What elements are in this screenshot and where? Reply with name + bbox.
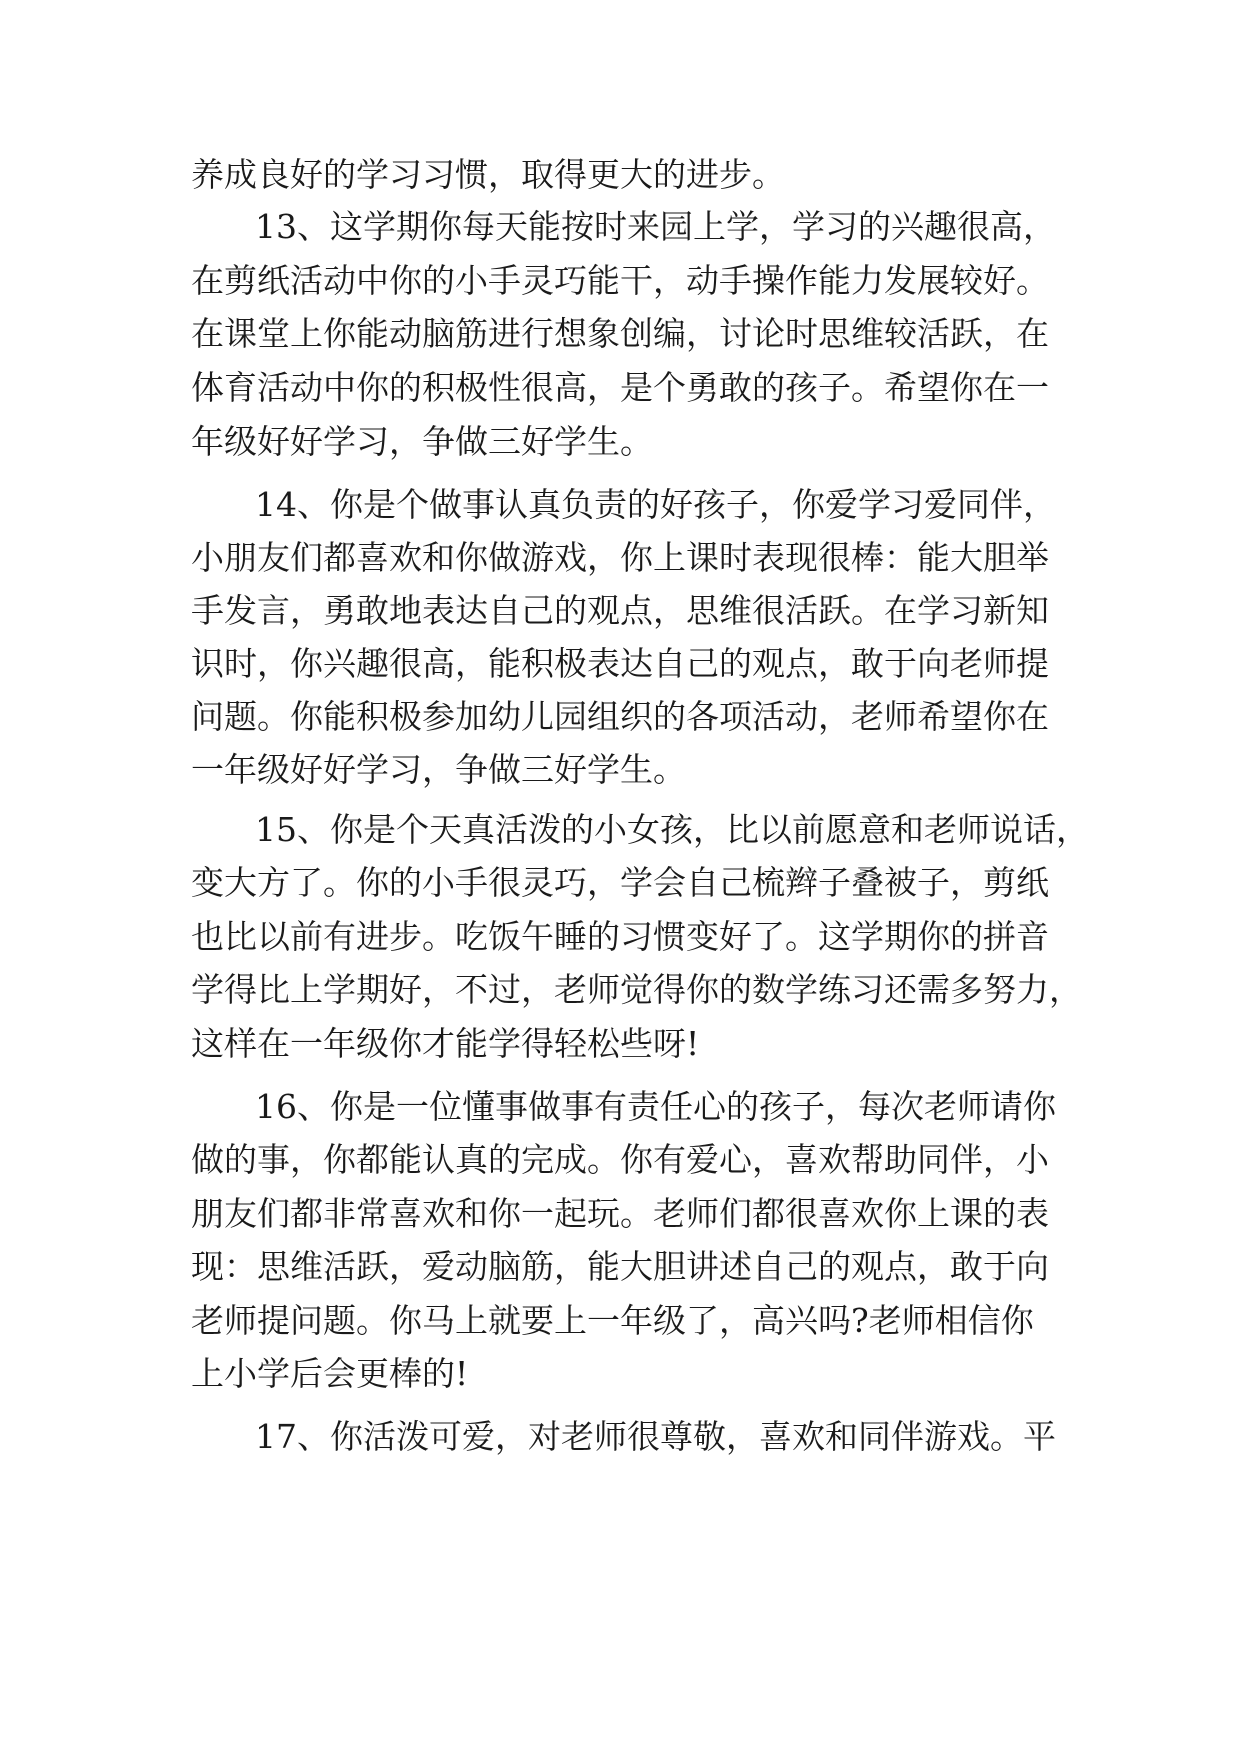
paragraph-line: 养成良好的学习习惯，取得更大的进步。 bbox=[191, 155, 785, 194]
paragraph-line: 一年级好好学习，争做三好学生。 bbox=[191, 750, 686, 789]
paragraph-line: 老师提问题。你马上就要上一年级了，高兴吗?老师相信你 bbox=[191, 1301, 1034, 1340]
paragraph-line: 14、你是个做事认真负责的好孩子，你爱学习爱同伴， bbox=[255, 485, 1056, 524]
paragraph-line: 在课堂上你能动脑筋进行想象创编，讨论时思维较活跃，在 bbox=[191, 314, 1049, 353]
paragraph-line: 体育活动中你的积极性很高，是个勇敢的孩子。希望你在一 bbox=[191, 368, 1049, 407]
paragraph-line: 识时，你兴趣很高，能积极表达自己的观点，敢于向老师提 bbox=[191, 644, 1049, 683]
paragraph-line: 15、你是个天真活泼的小女孩，比以前愿意和老师说话， bbox=[255, 810, 1089, 849]
paragraph-line: 学得比上学期好，不过，老师觉得你的数学练习还需多努力， bbox=[191, 970, 1082, 1009]
paragraph-line: 小朋友们都喜欢和你做游戏，你上课时表现很棒：能大胆举 bbox=[191, 538, 1049, 577]
paragraph-line: 上小学后会更棒的! bbox=[191, 1354, 469, 1393]
paragraph-line: 手发言，勇敢地表达自己的观点，思维很活跃。在学习新知 bbox=[191, 591, 1049, 630]
paragraph-line: 问题。你能积极参加幼儿园组织的各项活动，老师希望你在 bbox=[191, 697, 1049, 736]
paragraph-line: 也比以前有进步。吃饭午睡的习惯变好了。这学期你的拼音 bbox=[191, 917, 1049, 956]
paragraph-line: 在剪纸活动中你的小手灵巧能干，动手操作能力发展较好。 bbox=[191, 261, 1049, 300]
paragraph-line: 朋友们都非常喜欢和你一起玩。老师们都很喜欢你上课的表 bbox=[191, 1194, 1049, 1233]
paragraph-line: 变大方了。你的小手很灵巧，学会自己梳辫子叠被子，剪纸 bbox=[191, 863, 1049, 902]
paragraph-line: 这样在一年级你才能学得轻松些呀! bbox=[191, 1024, 700, 1063]
paragraph-line: 13、这学期你每天能按时来园上学，学习的兴趣很高， bbox=[255, 207, 1056, 246]
paragraph-line: 现：思维活跃，爱动脑筋，能大胆讲述自己的观点，敢于向 bbox=[191, 1247, 1049, 1286]
paragraph-line: 年级好好学习，争做三好学生。 bbox=[191, 422, 653, 461]
paragraph-line: 做的事，你都能认真的完成。你有爱心，喜欢帮助同伴，小 bbox=[191, 1140, 1049, 1179]
paragraph-line: 16、你是一位懂事做事有责任心的孩子，每次老师请你 bbox=[255, 1087, 1056, 1126]
paragraph-line: 17、你活泼可爱，对老师很尊敬，喜欢和同伴游戏。平 bbox=[255, 1417, 1056, 1456]
